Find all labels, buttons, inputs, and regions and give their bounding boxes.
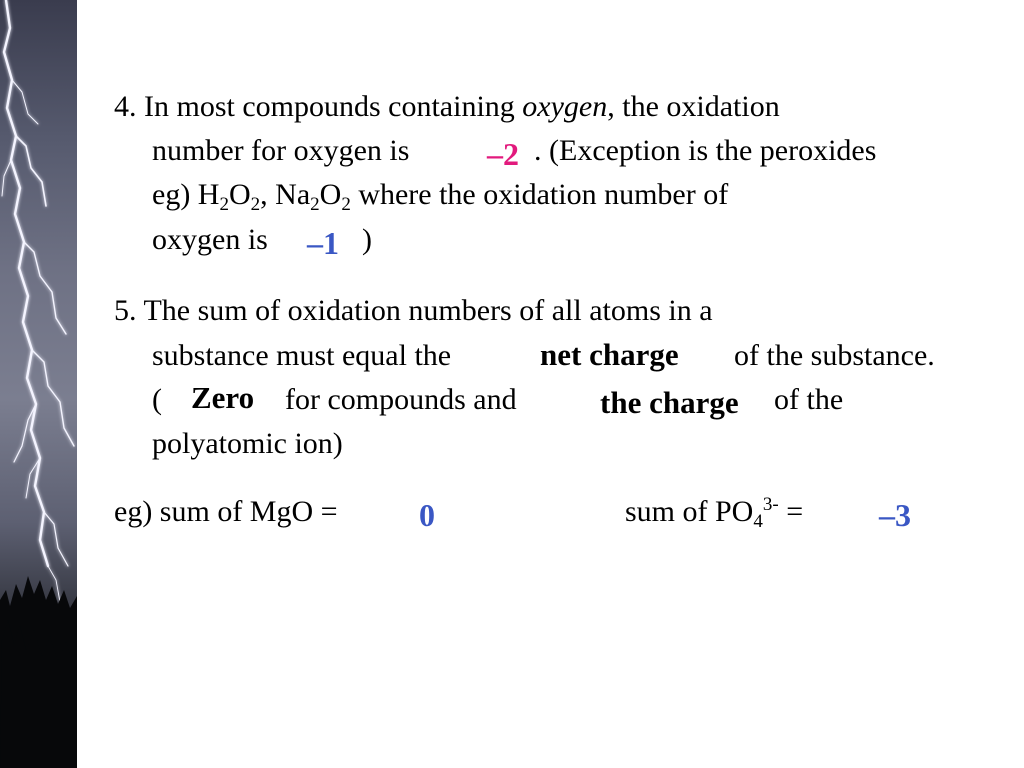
item5-line4: polyatomic ion) [152, 427, 343, 460]
item5-line1: 5. The sum of oxidation numbers of all atoms in a [114, 294, 713, 327]
subscript: 2 [341, 194, 351, 215]
answer-po4-sum: –3 [879, 497, 911, 533]
item4-line4-start: oxygen is [152, 223, 268, 256]
formula-na: , Na [260, 178, 311, 211]
formula-o: O [228, 178, 251, 211]
item4-line3 [152, 178, 729, 215]
answer-mgo-sum: 0 [419, 497, 435, 533]
item4-oxygen-italic: oxygen [522, 90, 608, 123]
subscript: 2 [250, 194, 261, 215]
item4-line2-start: number for oxygen is [152, 134, 410, 167]
item5-line3-middle: for compounds and [285, 383, 517, 416]
item4-line4-end: ) [362, 223, 372, 256]
superscript-charge: 3- [762, 494, 779, 515]
item5-line2-end: of the substance. [734, 339, 935, 372]
peroxide-eg-label: eg) H [152, 178, 220, 211]
lightning-sidebar-image [0, 0, 77, 768]
subscript: 2 [310, 194, 320, 215]
po4-text: sum of PO [625, 495, 754, 528]
po4-equals: = [778, 495, 804, 528]
answer-oxygen-number: –2 [487, 136, 519, 172]
item4-line3-rest: where the oxidation number of [350, 178, 729, 211]
item4-line1-text: 4. In most compounds containing [114, 90, 523, 123]
answer-net-charge: net charge [540, 337, 679, 372]
example-mgo-label: eg) sum of MgO = [114, 495, 338, 528]
example-po4-label [625, 494, 804, 532]
answer-zero: Zero [191, 380, 255, 415]
formula-o: O [319, 178, 342, 211]
lightning-bolt-icon [0, 0, 77, 768]
item5-line2-start: substance must equal the [152, 339, 452, 372]
item5-line3-paren: ( [152, 383, 162, 416]
item4-line2-end: . (Exception is the peroxides [534, 134, 877, 167]
subscript: 2 [219, 194, 229, 215]
item4-line1-end: , the oxidation [607, 90, 780, 123]
item5-line3-end: of the [774, 383, 844, 416]
subscript: 4 [753, 511, 763, 532]
answer-the-charge: the charge [600, 385, 739, 420]
answer-peroxide-number: –1 [307, 225, 339, 261]
item4-line1 [114, 92, 780, 122]
